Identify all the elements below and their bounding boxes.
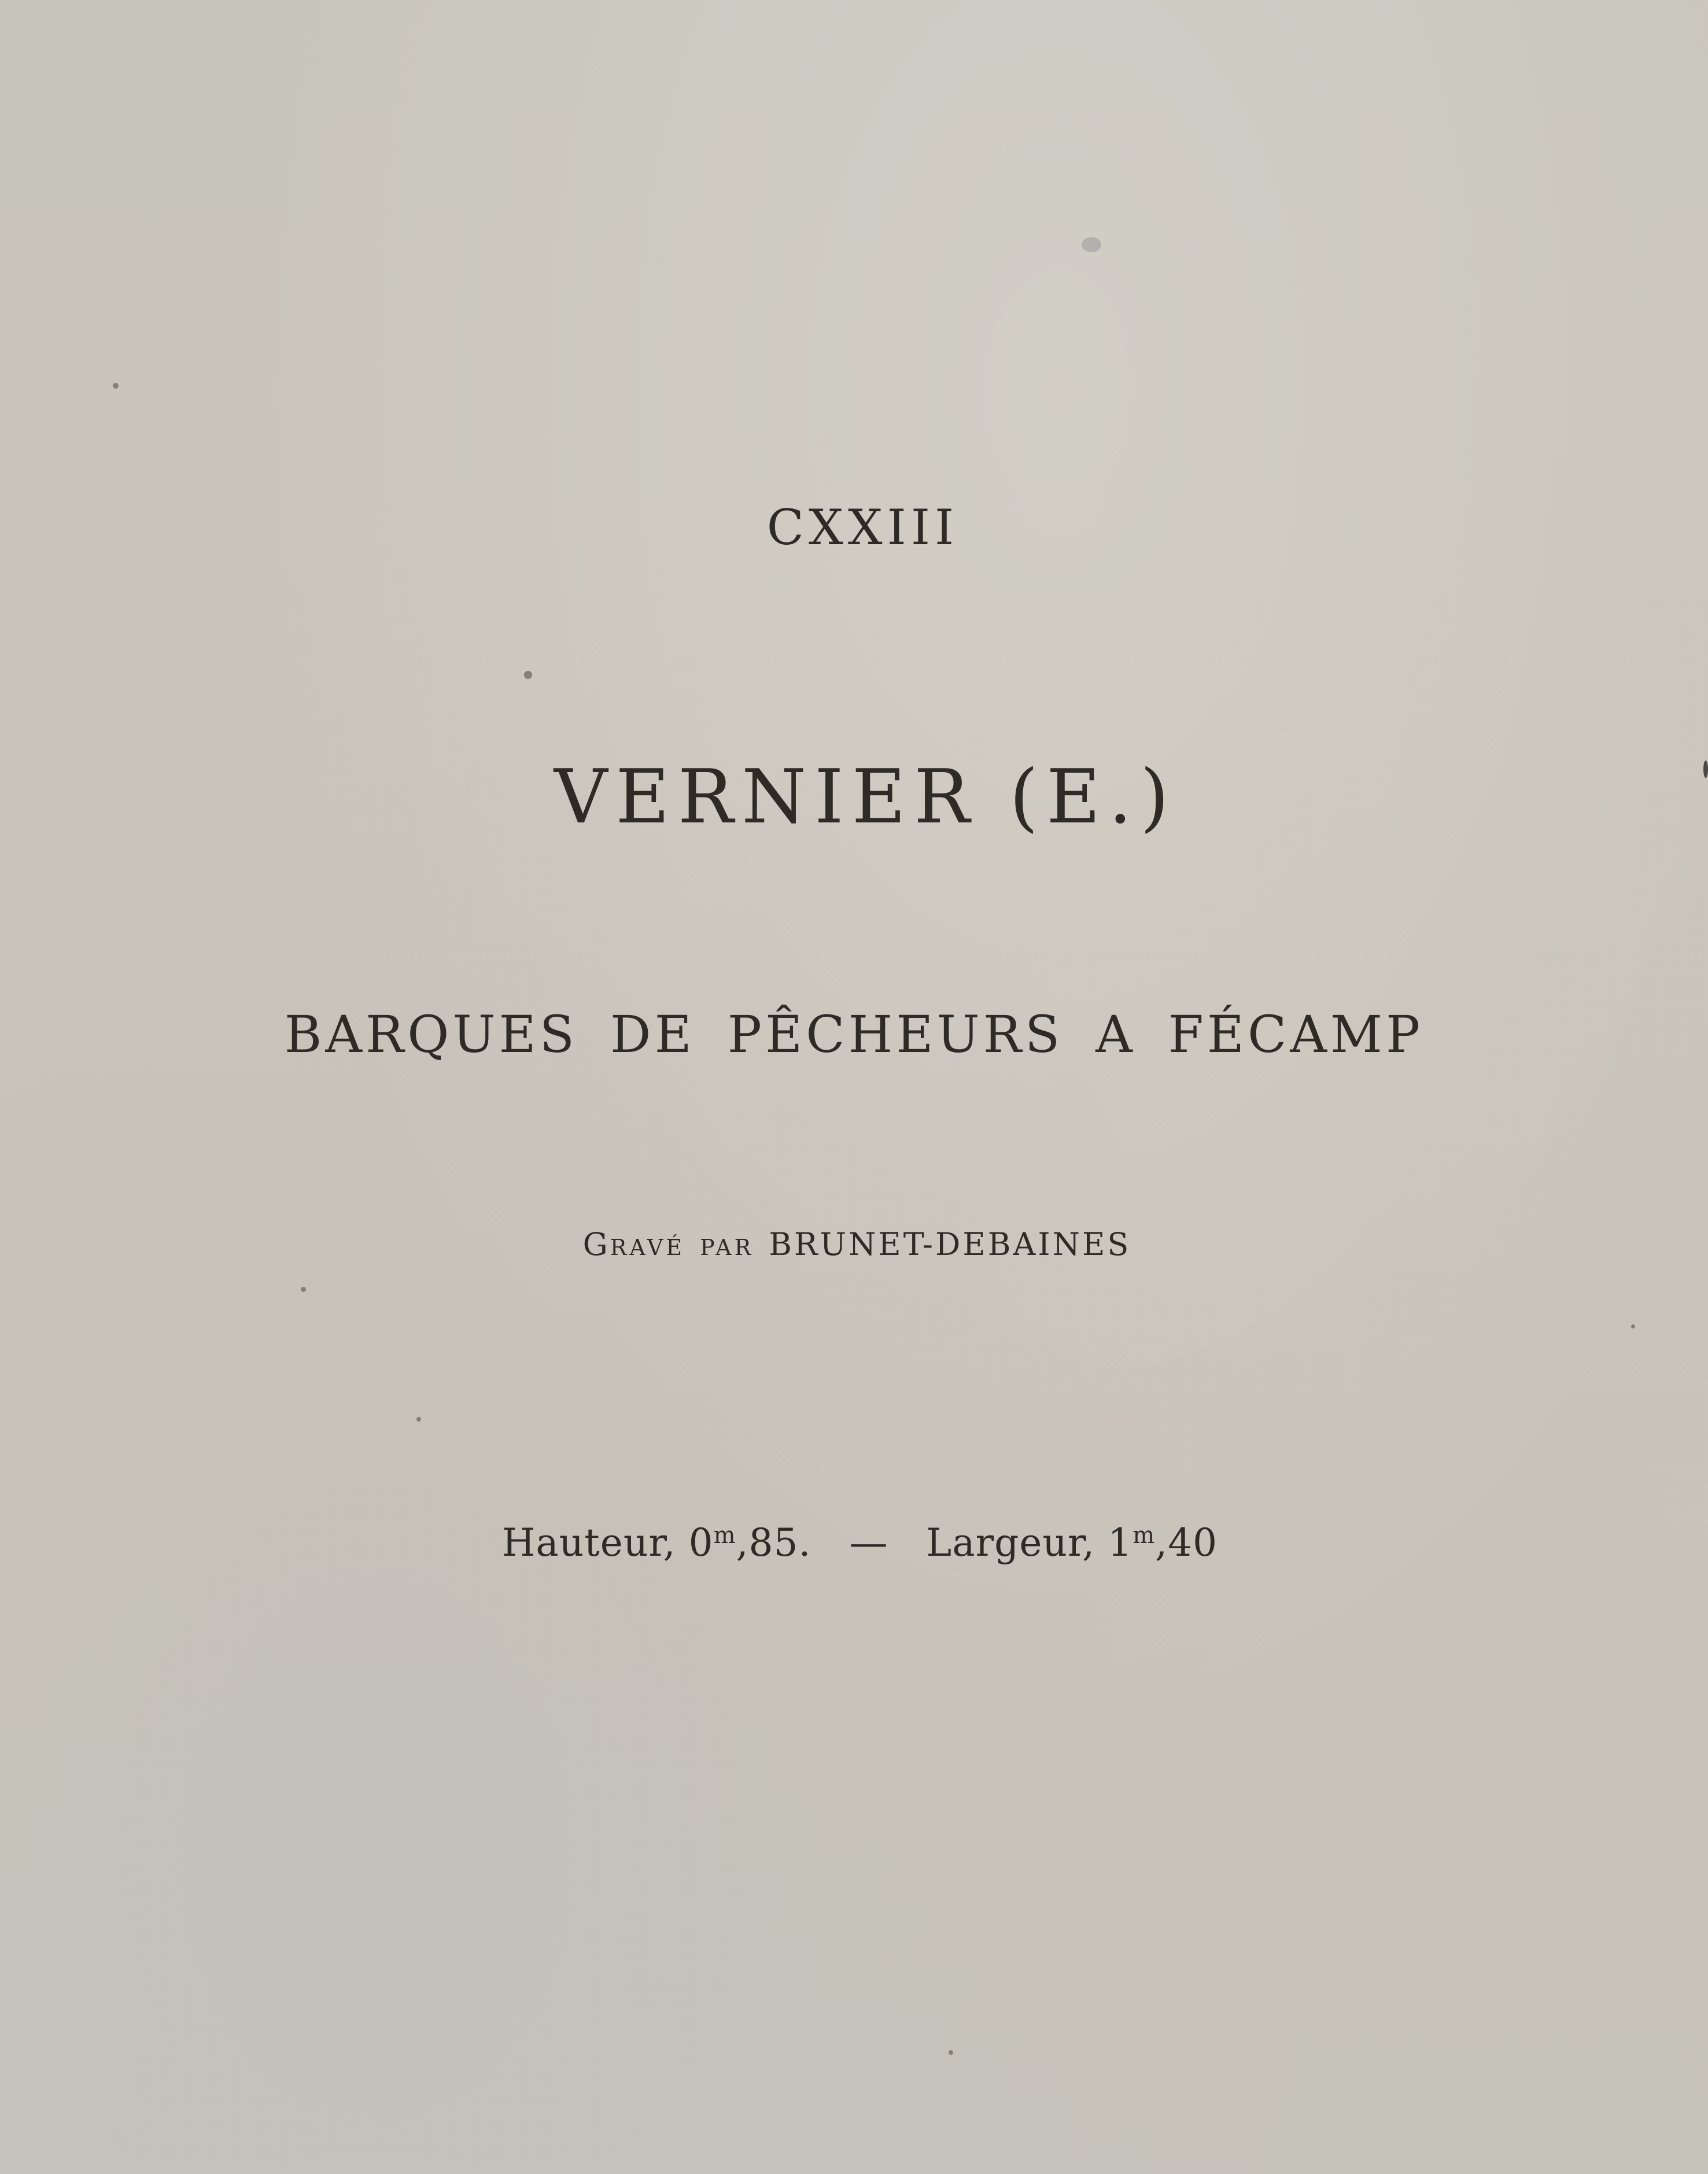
engraver-prefix-initial: G xyxy=(582,1226,610,1263)
width-value: 1 xyxy=(1108,1520,1133,1565)
artwork-title: BARQUES DE PÊCHEURS A FÉCAMP xyxy=(284,1005,1424,1064)
width-decimal: ,40 xyxy=(1155,1520,1218,1565)
paper-speck xyxy=(524,671,532,679)
plate-number: CXXIII xyxy=(766,499,959,556)
engraver-prefix-rest: RAVÉ xyxy=(610,1235,685,1260)
artist-name: VERNIER (E.) xyxy=(554,754,1178,840)
height-decimal: ,85. xyxy=(736,1520,811,1565)
paper-speck xyxy=(416,1417,421,1422)
paper-speck xyxy=(949,2050,953,2055)
height-unit: m xyxy=(713,1522,736,1549)
dimensions-separator: — xyxy=(849,1520,888,1565)
engraver-name: BRUNET-DEBAINES xyxy=(769,1226,1131,1263)
paper-speck xyxy=(1082,237,1101,252)
paper-speck xyxy=(1631,1324,1635,1328)
engraver-credit xyxy=(0,1226,1708,1263)
width-label: Largeur, xyxy=(926,1520,1095,1565)
paper-speck xyxy=(1703,761,1708,778)
width-unit: m xyxy=(1132,1522,1156,1549)
paper-speck xyxy=(301,1287,306,1292)
dimensions-line xyxy=(0,1520,1708,1565)
height-label: Hauteur, xyxy=(501,1520,676,1565)
paper-speck xyxy=(113,383,119,389)
height-value: 0 xyxy=(688,1520,714,1565)
engraver-par: PAR xyxy=(700,1235,754,1260)
